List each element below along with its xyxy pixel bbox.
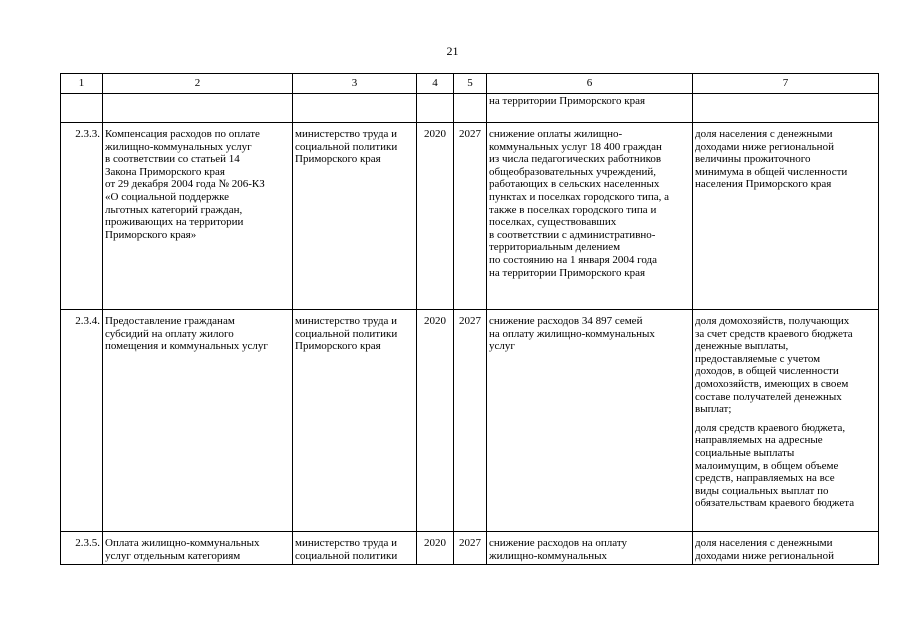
executor: министерство труда и социальной политики Приморского края: [293, 123, 417, 310]
row-number: 2.3.5.: [61, 532, 103, 565]
measure-name: Компенсация расходов по оплате жилищно-коммунальных услуг в соответствии со статьей 14 Закона Приморского края от 29 декабря 2004 года № 206-КЗ «О социальной поддержке льготных категорий граждан, проживающих на территории Приморского края»: [103, 123, 293, 310]
end-year: 2027: [454, 310, 487, 532]
indicator-text: доля населения с денежными доходами ниже региональной: [695, 537, 834, 562]
page-number: 21: [446, 44, 459, 58]
header-row: [61, 74, 879, 94]
start-year: 2020: [417, 123, 454, 310]
end-year: 2027: [454, 532, 487, 565]
indicator-cell: [693, 94, 879, 123]
indicator-cell: [693, 310, 879, 532]
end-year: [454, 94, 487, 123]
start-year: 2020: [417, 310, 454, 532]
indicator-cell: [693, 123, 879, 310]
column-header-6: 6: [487, 74, 693, 94]
table-row: [61, 94, 879, 123]
table-row: [61, 123, 879, 310]
column-header-1: 1: [61, 74, 103, 94]
table-row: [61, 310, 879, 532]
measure-name: Предоставление гражданам субсидий на оплату жилого помещения и коммунальных услуг: [103, 310, 293, 532]
program-measures-table: [60, 73, 879, 565]
measure-name: Оплата жилищно-коммунальных услуг отдельным категориям: [103, 532, 293, 565]
expected-result: на территории Приморского края: [487, 94, 693, 123]
end-year: 2027: [454, 123, 487, 310]
start-year: [417, 94, 454, 123]
row-number: 2.3.4.: [61, 310, 103, 532]
executor: министерство труда и социальной политики: [293, 532, 417, 565]
measure-name: [103, 94, 293, 123]
column-header-3: 3: [293, 74, 417, 94]
expected-result: снижение оплаты жилищно- коммунальных услуг 18 400 граждан из числа педагогических работников общеобразовательных учреждений, работающих в сельских населенных пунктах и поселках городского типа, а также в поселках городского типа и поселках, существовавших в соответствии с административно- территориальным делением по состоянию на 1 января 2004 года на территории Приморского края: [487, 123, 693, 310]
indicator-cell: [693, 532, 879, 565]
executor: министерство труда и социальной политики Приморского края: [293, 310, 417, 532]
expected-result: снижение расходов на оплату жилищно-коммунальных: [487, 532, 693, 565]
column-header-7: 7: [693, 74, 879, 94]
expected-result: снижение расходов 34 897 семей на оплату жилищно-коммунальных услуг: [487, 310, 693, 532]
column-header-4: 4: [417, 74, 454, 94]
start-year: 2020: [417, 532, 454, 565]
indicator-text: доля средств краевого бюджета, направляемых на адресные социальные выплаты малоимущим, в общем объеме средств, направляемых на все виды социальных выплат по обязательствам краевого бюджета: [695, 421, 855, 510]
table-row: [61, 532, 879, 565]
executor: [293, 94, 417, 123]
column-header-5: 5: [454, 74, 487, 94]
indicator-text: доля населения с денежными доходами ниже региональной величины прожиточного минимума в общей численности населения Приморского края: [695, 128, 848, 191]
row-number: 2.3.3.: [61, 123, 103, 310]
row-number: [61, 94, 103, 123]
indicator-text: доля домохозяйств, получающих за счет средств краевого бюджета денежные выплаты, предоставляемые с учетом доходов, в общей численности домохозяйств, имеющих в своем составе получателей денежных выплат;: [695, 315, 853, 416]
column-header-2: 2: [103, 74, 293, 94]
